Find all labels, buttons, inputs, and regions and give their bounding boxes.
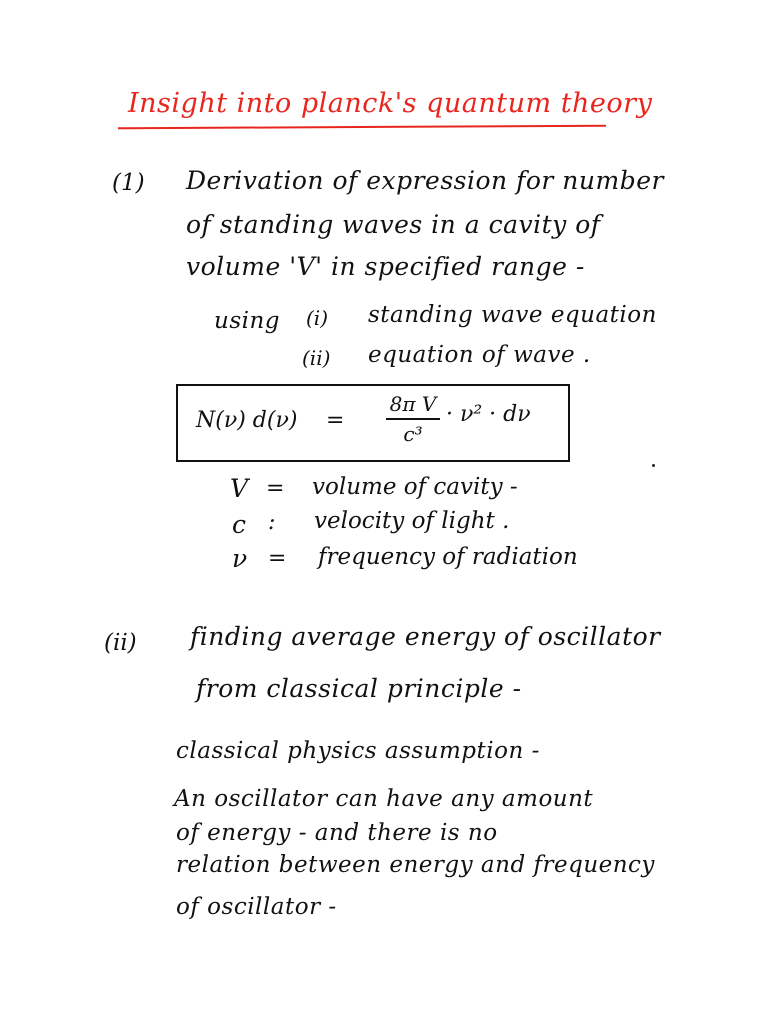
formula-equals: = bbox=[326, 408, 345, 433]
assumption-heading: classical physics assumption - bbox=[176, 738, 540, 764]
formula-numerator: 8π V bbox=[389, 392, 437, 416]
fraction-bar bbox=[386, 418, 440, 420]
definition-3-text: frequency of radiation bbox=[318, 544, 578, 570]
formula-lhs: N(ν) d(ν) bbox=[196, 408, 298, 433]
definition-3-equals: = bbox=[268, 546, 287, 571]
definition-2-text: velocity of light . bbox=[314, 508, 510, 534]
formula-box bbox=[176, 384, 570, 462]
page-title: Insight into planck's quantum theory bbox=[128, 88, 653, 119]
using-label: using bbox=[214, 308, 281, 334]
formula-fraction bbox=[386, 392, 440, 446]
formula-denominator: c³ bbox=[403, 422, 423, 446]
using-item-1-marker: (i) bbox=[306, 306, 329, 330]
using-item-1-text: standing wave equation bbox=[368, 302, 657, 328]
using-item-2-marker: (ii) bbox=[302, 346, 331, 370]
assumption-line-2: of energy - and there is no bbox=[176, 820, 498, 846]
assumption-line-1: An oscillator can have any amount bbox=[174, 786, 594, 812]
definition-1-text: volume of cavity - bbox=[312, 474, 518, 500]
section1-line-2: of standing waves in a cavity of bbox=[186, 210, 601, 239]
definition-2-equals: : bbox=[268, 510, 276, 535]
section2-marker: (ii) bbox=[104, 630, 137, 656]
section1-line-1: Derivation of expression for number bbox=[186, 166, 664, 195]
assumption-line-4: of oscillator - bbox=[176, 894, 337, 920]
assumption-line-3: relation between energy and frequency bbox=[176, 852, 655, 878]
formula-rhs: · ν² · dν bbox=[446, 402, 531, 427]
section2-line-2: from classical principle - bbox=[196, 674, 522, 703]
using-item-2-text: equation of wave . bbox=[368, 342, 591, 368]
section1-marker: (1) bbox=[112, 170, 145, 196]
definition-1-equals: = bbox=[266, 476, 285, 501]
definition-1-symbol: V bbox=[230, 474, 249, 503]
definition-3-symbol: ν bbox=[232, 544, 248, 573]
definition-2-symbol: c bbox=[232, 510, 247, 539]
title-underline bbox=[118, 125, 606, 130]
section1-line-3: volume 'V' in specified range - bbox=[186, 252, 585, 281]
stray-dot bbox=[652, 464, 655, 467]
section2-line-1: finding average energy of oscillator bbox=[190, 622, 661, 651]
